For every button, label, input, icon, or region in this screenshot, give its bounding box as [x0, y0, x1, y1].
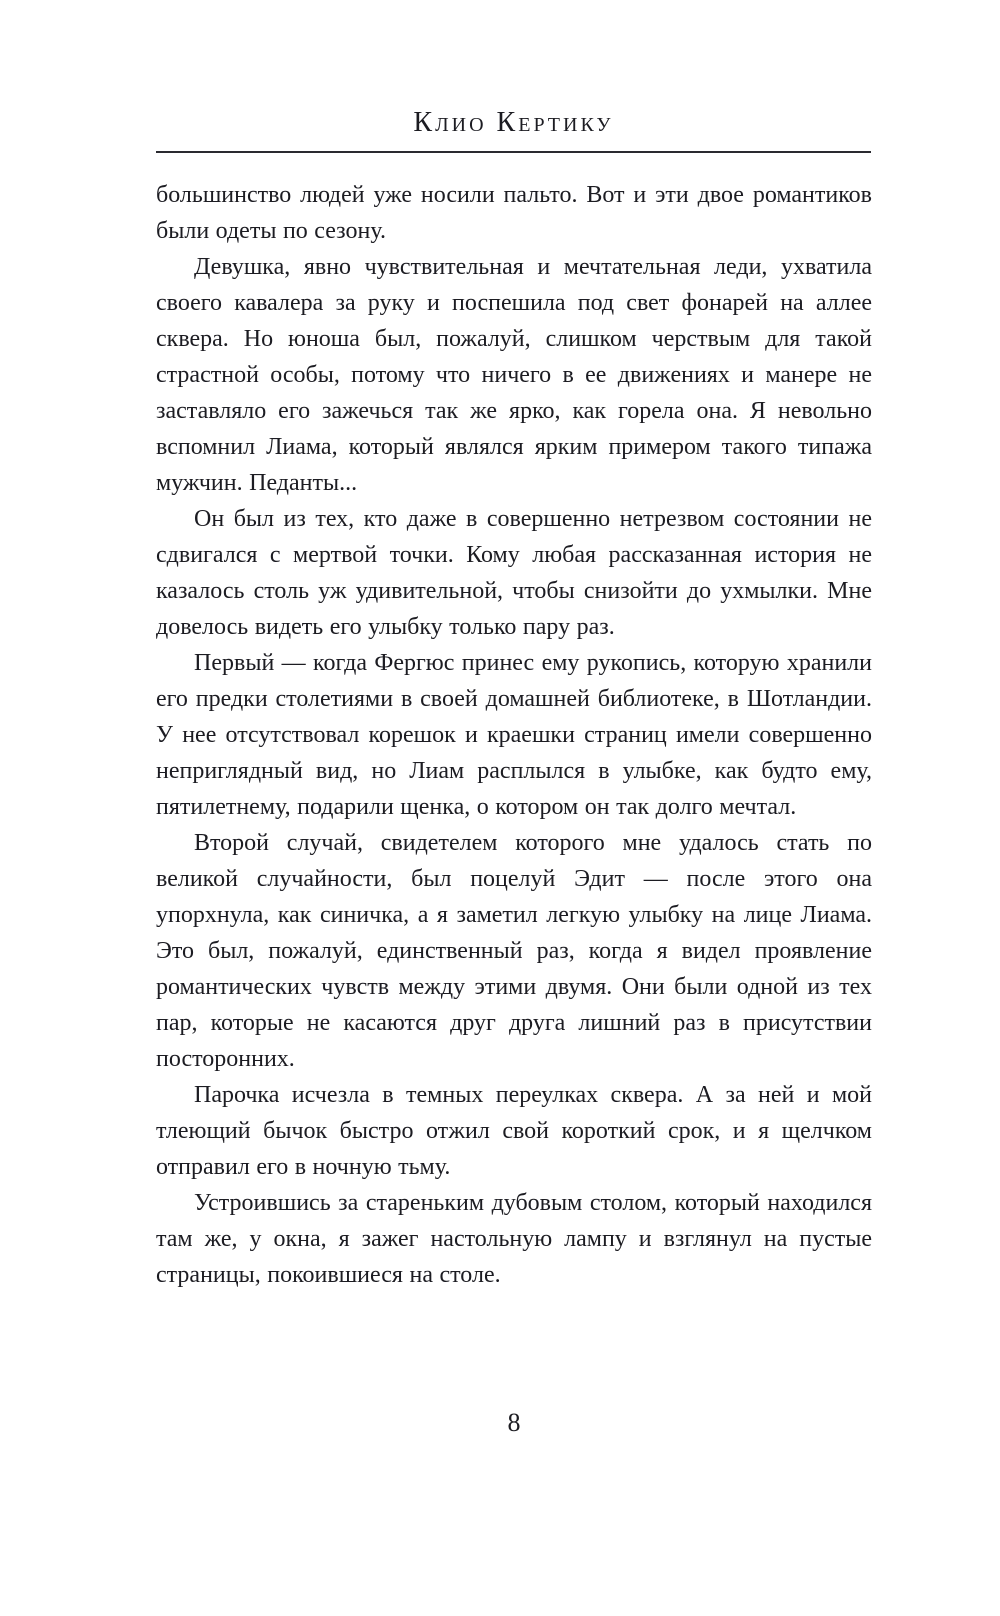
paragraph: Первый — когда Фергюс принес ему рукопись, которую хранили его предки столетиями в своей домашней библиотеке, в Шотландии. У нее отсутствовал корешок и краешки страниц имели совершенно неприглядный вид, но Лиам расплылся в улыбке, как будто ему, пятилетнему, подарили щенка, о котором он так долго мечтал. [156, 649, 872, 820]
paragraph: Девушка, явно чувствительная и мечтательная леди, ухватила своего кавалера за руку и поспешила под свет фонарей на аллее сквера. Но юноша был, пожалуй, слишком черствым для такой страстной особы, потому что ничего в ее движениях и манере не заставляло его зажечься так же ярко, как горела она. Я невольно вспомнил Лиама, который являлся ярким примером такого типажа мужчин. Педанты... [156, 253, 872, 496]
paragraph: большинство людей уже носили пальто. Вот и эти двое романтиков были одеты по сезону. [156, 181, 872, 244]
paragraph: Он был из тех, кто даже в совершенно нетрезвом состоянии не сдвигался с мертвой точки. Кому любая рассказанная история не казалось столь уж удивительной, чтобы снизойти до ухмылки. Мне довелось видеть его улыбку только пару раз. [156, 505, 872, 640]
paragraph: Парочка исчезла в темных переулках сквера. А за ней и мой тлеющий бычок быстро отжил свой короткий срок, и я щелчком отправил его в ночную тьму. [156, 1081, 872, 1180]
paragraph: Устроившись за стареньким дубовым столом, который находился там же, у окна, я зажег настольную лампу и взглянул на пустые страницы, покоившиеся на столе. [156, 1189, 872, 1288]
body-text [156, 177, 872, 1293]
paragraph: Второй случай, свидетелем которого мне удалось стать по великой случайности, был поцелуй Эдит — после этого она упорхнула, как синичка, а я заметил легкую улыбку на лице Лиама. Это был, пожалуй, единственный раз, когда я видел проявление романтических чувств между этими двумя. Они были одной из тех пар, которые не касаются друг друга лишний раз в присутствии посторонних. [156, 829, 872, 1072]
page-footer [156, 1408, 872, 1438]
page-number: 8 [507, 1408, 521, 1437]
running-head-author: Клио Кертику [413, 107, 614, 138]
page-header [156, 0, 871, 153]
header-rule [156, 151, 871, 153]
